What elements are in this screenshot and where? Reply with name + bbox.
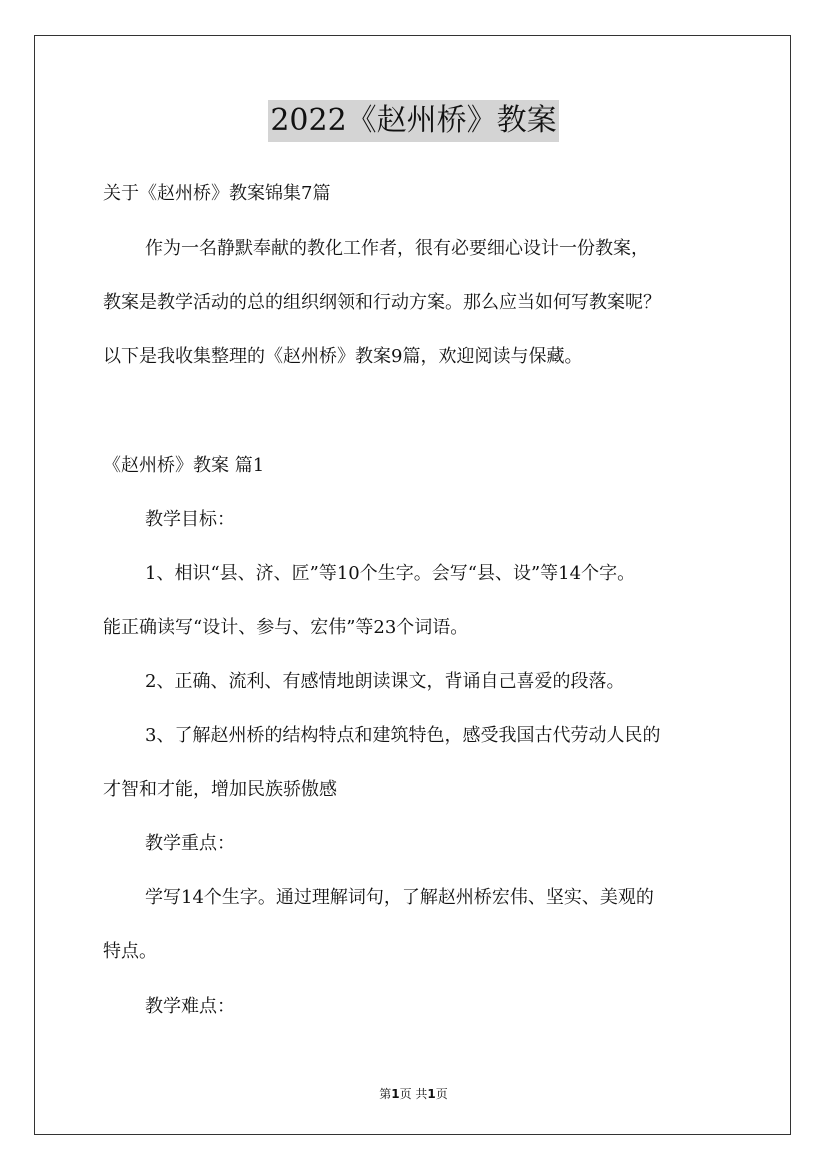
- document-title: 2022《赵州桥》教案: [268, 100, 558, 142]
- footer-prefix: 第: [379, 1087, 392, 1101]
- intro-line-2: 教案是教学活动的总的组织纲领和行动方案。那么应当如何写教案呢？: [103, 292, 661, 313]
- footer-suffix: 页: [435, 1087, 448, 1101]
- goal-2: 2、正确、流利、有感情地朗读课文，背诵自己喜爱的段落。: [145, 671, 625, 692]
- key-points-line-2: 特点。: [103, 941, 157, 962]
- section-heading: 《赵州桥》教案 篇1: [103, 455, 265, 476]
- difficulty-label: 教学难点：: [145, 996, 235, 1017]
- goal-1-line-2: 能正确读写“设计、参与、宏伟”等23个词语。: [103, 617, 469, 638]
- document-subtitle: 关于《赵州桥》教案锦集7篇: [103, 183, 331, 204]
- goal-3-line-2: 才智和才能，增加民族骄傲感: [103, 779, 337, 800]
- teaching-goals-label: 教学目标：: [145, 509, 235, 530]
- goal-1-line-1: 1、相识“县、济、匠”等10个生字。会写“县、设”等14个字。: [145, 563, 636, 584]
- intro-line-3: 以下是我收集整理的《赵州桥》教案9篇，欢迎阅读与保藏。: [103, 346, 583, 367]
- footer-total-pages: 1: [427, 1087, 436, 1101]
- key-points-label: 教学重点：: [145, 833, 235, 854]
- footer-middle: 页 共: [399, 1087, 428, 1101]
- goal-3-line-1: 3、了解赵州桥的结构特点和建筑特色，感受我国古代劳动人民的: [145, 725, 661, 746]
- page-footer: [0, 1085, 827, 1102]
- intro-line-1: 作为一名静默奉献的教化工作者，很有必要细心设计一份教案，: [145, 238, 649, 259]
- key-points-line-1: 学写14个生字。通过理解词句，了解赵州桥宏伟、坚实、美观的: [145, 887, 654, 908]
- footer-page-number: 1: [391, 1087, 400, 1101]
- title-container: [0, 100, 827, 142]
